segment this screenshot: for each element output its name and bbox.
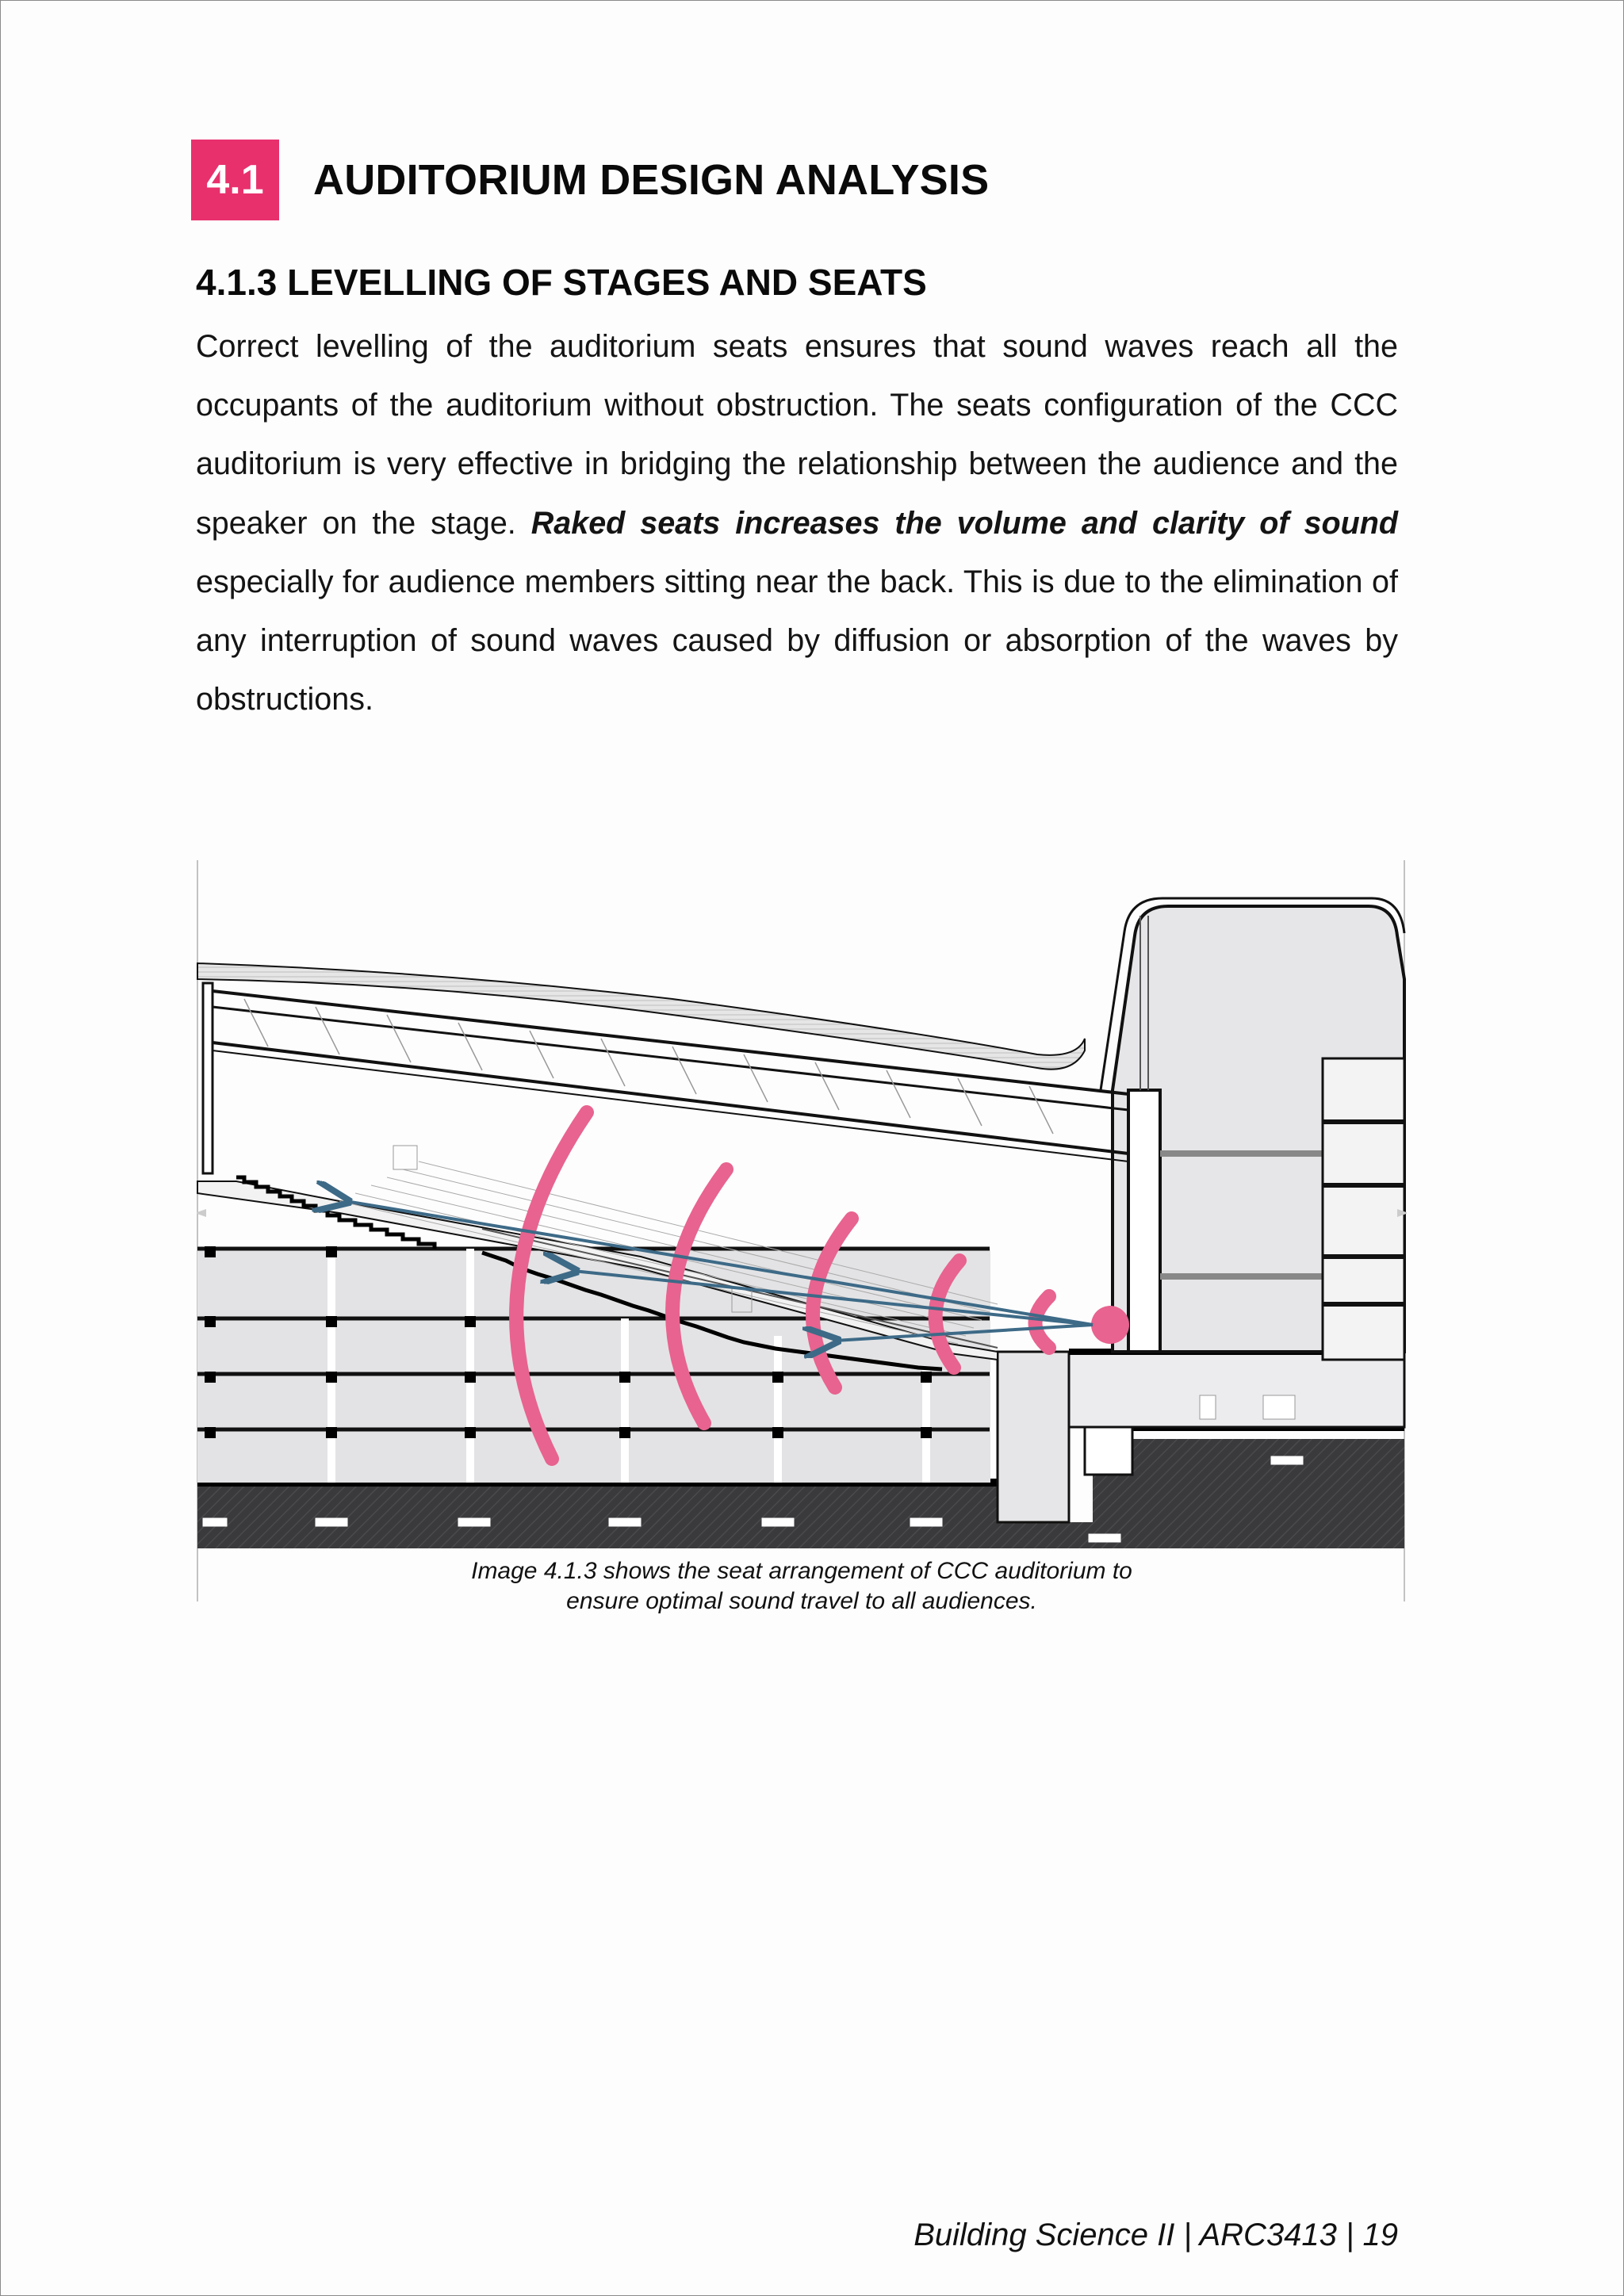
- paragraph-emphasis: Raked seats increases the volume and clarity of sound: [530, 505, 1398, 541]
- paragraph-text-start: Correct levelling of the auditorium seats ensures that sound waves reach all the occupants of the auditorium without obstruction. The seats configuration of the CCC auditorium is very effective in bridging the relationship between the audience and the speaker on the stage.: [196, 329, 1398, 541]
- section-drawing-svg: [197, 860, 1407, 1601]
- page-footer: Building Science II | ARC3413 | 19: [914, 2218, 1398, 2252]
- section-header: [191, 140, 989, 220]
- figure-caption: [197, 1556, 1407, 1617]
- section-title: AUDITORIUM DESIGN ANALYSIS: [313, 156, 990, 204]
- section-marker-left: [197, 1209, 206, 1217]
- caption-line-1: Image 4.1.3 shows the seat arrangement of CCC auditorium to: [471, 1558, 1132, 1584]
- auditorium-section-drawing: [197, 860, 1407, 1601]
- section-number-badge: 4.1: [191, 140, 279, 220]
- subsection-title: 4.1.3 LEVELLING OF STAGES AND SEATS: [196, 262, 927, 303]
- caption-line-2: ensure optimal sound travel to all audiences.: [566, 1588, 1037, 1614]
- roof: [197, 963, 1128, 1173]
- paragraph-text-end: especially for audience members sitting near the back. This is due to the elimination of any interruption of sound waves caused by diffusion or absorption of the waves by obstructions.: [196, 564, 1398, 718]
- fly-tower: [1101, 898, 1404, 1360]
- body-paragraph: [196, 317, 1398, 729]
- sound-source-dot: [1091, 1306, 1129, 1344]
- lower-floors: [197, 1246, 990, 1483]
